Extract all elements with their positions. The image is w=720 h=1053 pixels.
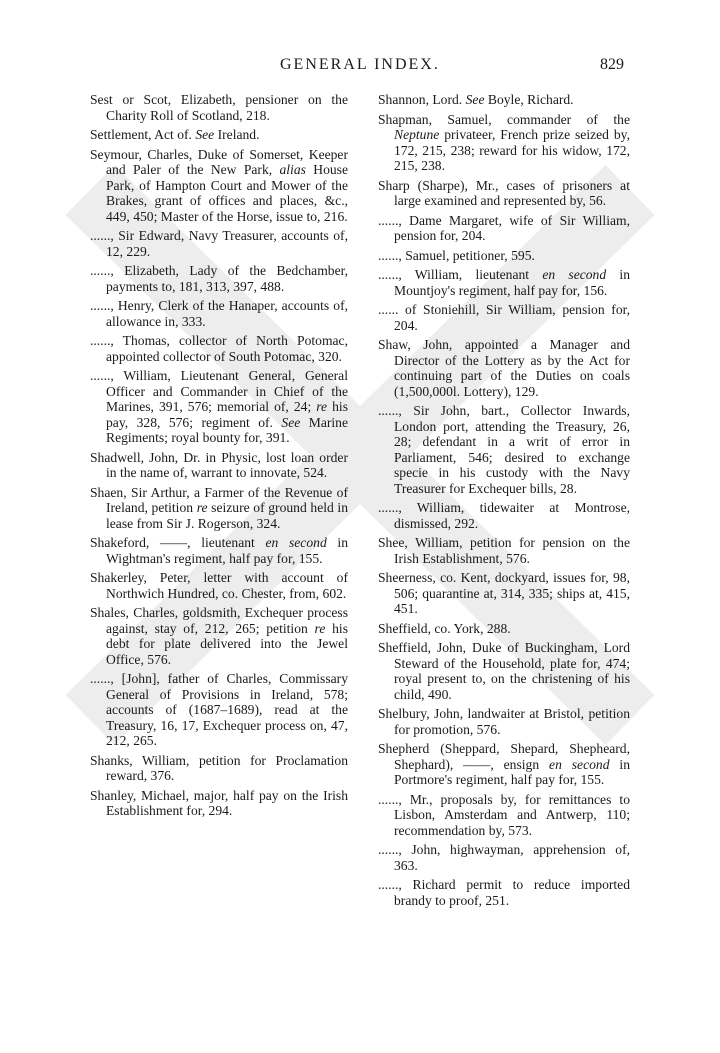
index-entry: ......, Richard permit to reduce imported brandy to proof, 251.	[378, 877, 630, 908]
index-entry: Shadwell, John, Dr. in Physic, lost loan order in the name of, warrant to innovate, 524.	[90, 449, 348, 480]
index-entry: Sheffield, John, Duke of Buckingham, Lord Steward of the Household, plate for, 474; royal present to, on the christening of his child, 490.	[378, 640, 630, 702]
index-entry: Shaw, John, appointed a Manager and Director of the Lottery as by the Act for continuing part of the Duties on coals (1,500,000l. Lottery), 129.	[378, 337, 630, 399]
index-entry: Sheffield, co. York, 288.	[378, 620, 511, 636]
index-entry: ......, Sir John, bart., Collector Inwards, London port, attending the Treasury, 26, 28; defendant in a writ of error in Parliament, 546; desired to exchange specie in his custody with the Navy Treasurer for Exchequer bills, 28.	[378, 403, 630, 496]
index-entry: ......, William, Lieutenant General, General Officer and Commander in Chief of the Marines, 391, 576; memorial of, 24; re his pay, 328, 576; regiment of. See Marine Regiments; royal bounty for, 391.	[90, 368, 348, 445]
index-entry: ......, Elizabeth, Lady of the Bedchamber, payments to, 181, 313, 397, 488.	[90, 263, 348, 294]
index-entry: Shales, Charles, goldsmith, Exchequer process against, stay of, 212, 265; petition re his debt for plate delivered into the Jewel Office, 576.	[90, 605, 348, 667]
index-entry: ......, Samuel, petitioner, 595.	[378, 247, 535, 263]
index-entry: ......, John, highwayman, apprehension of, 363.	[378, 842, 630, 873]
index-entry: ......, William, tidewaiter at Montrose, dismissed, 292.	[378, 500, 630, 531]
index-entry: Shepherd (Sheppard, Shepard, Shepheard, Shephard), ——, ensign en second in Portmore's regiment, half pay for, 155.	[378, 741, 630, 787]
index-entry: ......, Mr., proposals by, for remittances to Lisbon, Amsterdam and Antwerp, 110; recommendation by, 573.	[378, 791, 630, 838]
page-header	[0, 56, 720, 80]
index-entry: Shanley, Michael, major, half pay on the Irish Establishment for, 294.	[90, 787, 348, 818]
index-entry: ...... of Stoniehill, Sir William, pension for, 204.	[378, 302, 630, 333]
index-entry: Shapman, Samuel, commander of the Neptune privateer, French prize seized by, 172, 215, 238; reward for his widow, 172, 215, 238.	[378, 111, 630, 173]
index-entry: Shee, William, petition for pension on the Irish Establishment, 576.	[378, 535, 630, 566]
index-entry: ......, Henry, Clerk of the Hanaper, accounts of, allowance in, 333.	[90, 298, 348, 329]
index-entry: Shanks, William, petition for Proclamation reward, 376.	[90, 752, 348, 783]
index-entry: Shannon, Lord. See Boyle, Richard.	[378, 92, 574, 107]
index-column-left	[90, 92, 348, 823]
index-entry: Settlement, Act of. See Ireland.	[90, 127, 260, 142]
index-entry: Sheerness, co. Kent, dockyard, issues for, 98, 506; quarantine at, 314, 335; ships at, 415, 451.	[378, 570, 630, 616]
index-entry: Seymour, Charles, Duke of Somerset, Keeper and Paler of the New Park, alias House Park, of Hampton Court and Mower of the Brakes, grant of offices and places, &c., 449, 450; Master of the Horse, issue to, 216.	[90, 146, 348, 224]
index-entry: Shaen, Sir Arthur, a Farmer of the Revenue of Ireland, petition re seizure of ground held in lease from Sir J. Rogerson, 324.	[90, 484, 349, 531]
index-entry: Sest or Scot, Elizabeth, pensioner on the Charity Roll of Scotland, 218.	[90, 92, 348, 123]
index-entry: Shakeford, ——, lieutenant en second in Wightman's regiment, half pay for, 155.	[90, 535, 348, 566]
index-entry: Sharp (Sharpe), Mr., cases of prisoners at large examined and represented by, 56.	[378, 177, 630, 208]
index-entry: ......, Thomas, collector of North Potomac, appointed collector of South Potomac, 320.	[90, 333, 348, 364]
index-column-right	[378, 92, 630, 912]
index-entry: Shelbury, John, landwaiter at Bristol, petition for promotion, 576.	[378, 706, 630, 737]
index-entry: Shakerley, Peter, letter with account of Northwich Hundred, co. Chester, from, 602.	[90, 570, 348, 601]
index-entry: ......, William, lieutenant en second in Mountjoy's regiment, half pay for, 156.	[378, 267, 630, 298]
index-entry: ......, [John], father of Charles, Commissary General of Provisions in Ireland, 578; accounts of (1687–1689), read at the Treasury, 16, 17, Exchequer process on, 47, 212, 265.	[90, 671, 348, 748]
page-number: 829	[600, 56, 624, 73]
running-title: GENERAL INDEX.	[280, 56, 440, 73]
index-entry: ......, Dame Margaret, wife of Sir William, pension for, 204.	[378, 212, 630, 243]
index-entry: ......, Sir Edward, Navy Treasurer, accounts of, 12, 229.	[90, 228, 348, 259]
